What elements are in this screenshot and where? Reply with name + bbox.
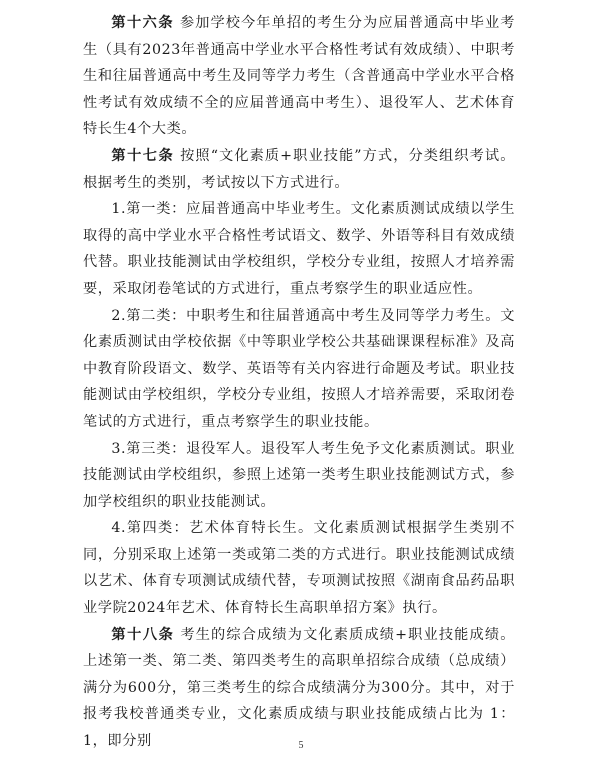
- paragraph-text: 1.第一类：应届普通高中毕业考生。文化素质测试成绩以学生取得的高中学业水平合格性考试语文、数学、外语等科目有效成绩代替。职业技能测试由学校组织，学校分专业组，按照人才培养需要，采取闭卷笔试的方式进行，重点考察学生的职业适应性。: [83, 201, 515, 297]
- article-label: 第十六条: [111, 15, 174, 31]
- page-number: 5: [298, 740, 304, 751]
- paragraph-text: 4.第四类：艺术体育特长生。文化素质测试根据学生类别不同，分别采取上述第一类或第二类的方式进行。职业技能测试成绩以艺术、体育专项测试成绩代替，专项测试按照《湖南食品药品职业学院2024年艺术、体育特长生高职单招方案》执行。: [83, 520, 515, 617]
- paragraph-text: 2.第二类：中职考生和往届普通高中考生及同等学力考生。文化素质测试由学校依据《中等职业学校公共基础课课程标准》及高中教育阶段语文、数学、英语等有关内容进行命题及考试。职业技能测试由学校组织，学校分专业组，按照人才培养需要，采取闭卷笔试的方式进行，重点考察学生的职业技能。: [83, 307, 515, 430]
- article-label: 第十七条: [111, 147, 175, 164]
- paragraph-text: 参加学校今年单招的考生分为应届普通高中毕业考生（具有2023年普通高中学业水平合格性考试有效成绩）、中职考生和往届普通高中考生及同等学力考生（含普通高中学业水平合格性考试有效成绩不全的应届普通高中考生）、退役军人、艺术体育特长生4个大类。: [83, 15, 515, 138]
- article-label: 第十八条: [111, 626, 175, 643]
- article-16-paragraph: [83, 10, 515, 143]
- paragraph-text: 按照“文化素质+职业技能”方式，分类组织考试。根据考生的类别，考试按以下方式进行。: [83, 147, 515, 191]
- document-body: [83, 10, 515, 755]
- article-18-paragraph: [83, 622, 515, 755]
- paragraph-text: 考生的综合成绩为文化素质成绩+职业技能成绩。上述第一类、第二类、第四类考生的高职单招综合成绩（总成绩）满分为600分，第三类考生的综合成绩满分为300分。其中，对于报考我校普通类专业，文化素质成绩与职业技能成绩占比为 1：1，即分别: [83, 626, 515, 750]
- article-17-paragraph: [83, 143, 515, 196]
- category-2-paragraph: [83, 303, 515, 436]
- category-1-paragraph: [83, 196, 515, 302]
- category-3-paragraph: [83, 436, 515, 516]
- paragraph-text: 3.第三类：退役军人。退役军人考生免予文化素质测试。职业技能测试由学校组织，参照上述第一类考生职业技能测试方式，参加学校组织的职业技能测试。: [83, 440, 515, 510]
- category-4-paragraph: [83, 515, 515, 621]
